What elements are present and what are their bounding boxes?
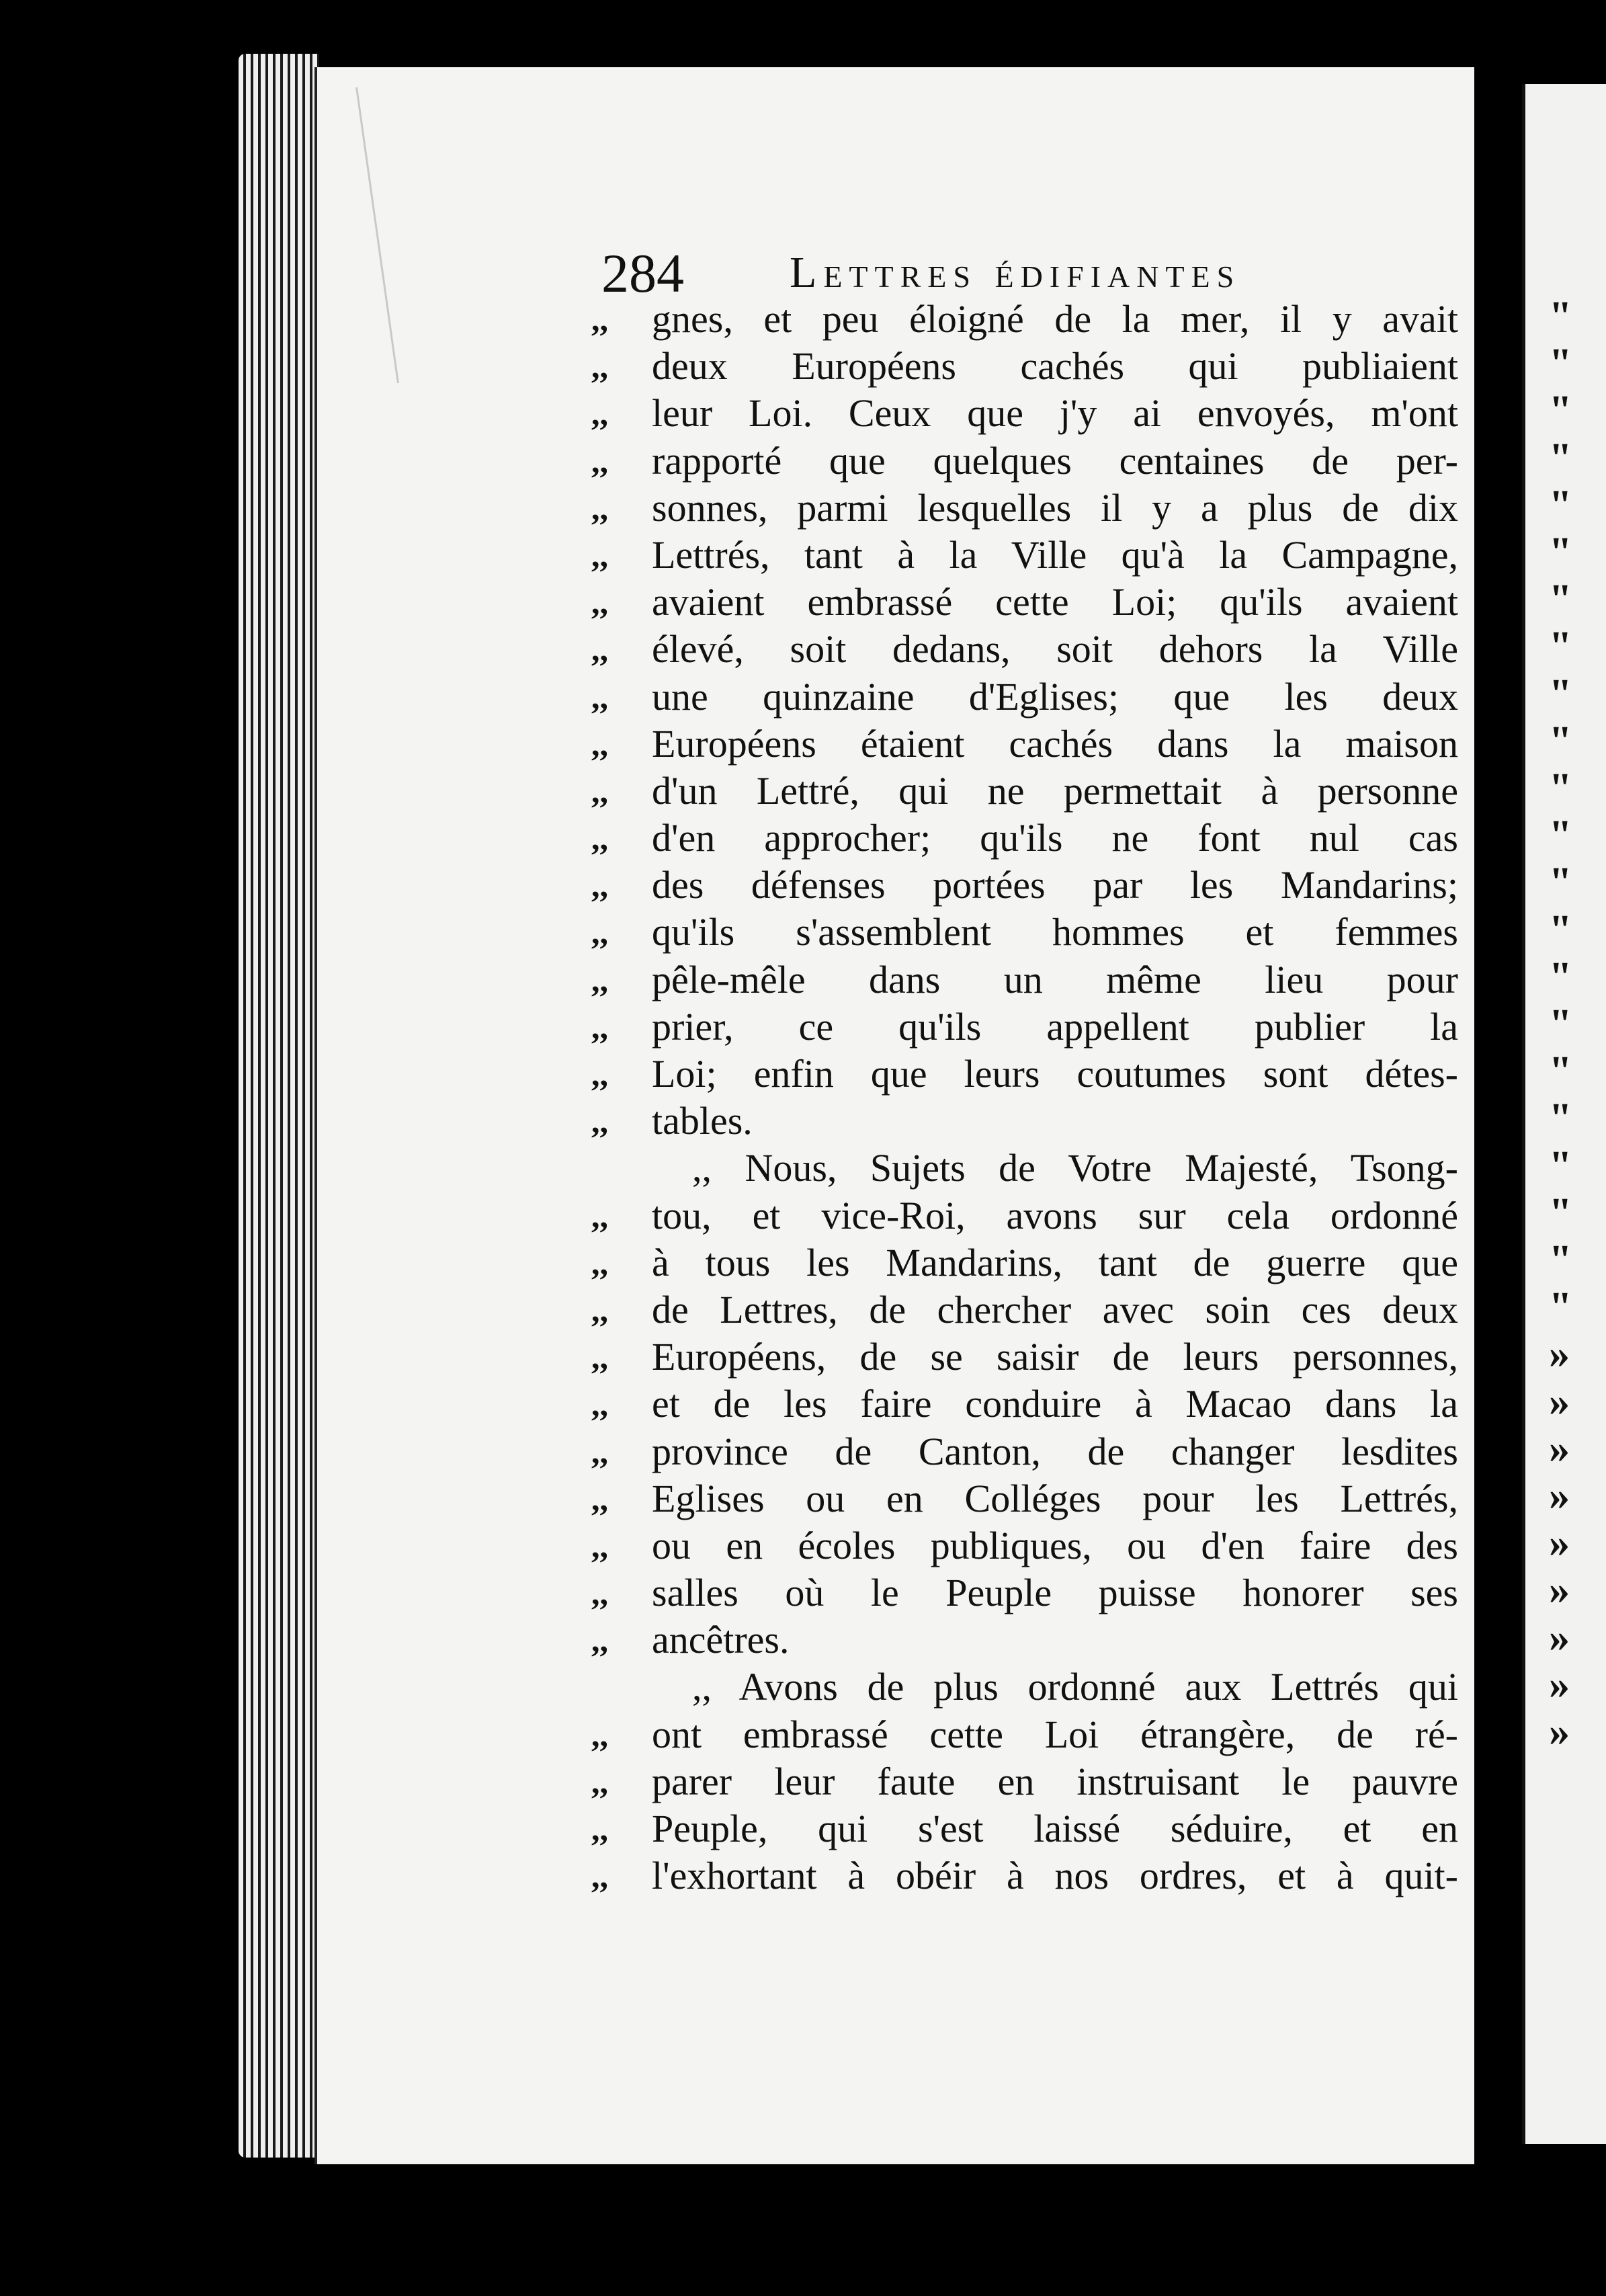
text-line (591, 579, 1458, 626)
line-text: Peuple, qui s'est laissé séduire, et en (652, 1807, 1458, 1850)
quote-mark: ,, (591, 725, 608, 763)
line-text: salles où le Peuple puisse honorer ses (652, 1571, 1458, 1615)
line-text: deux Européens cachés qui publiaient (652, 344, 1458, 388)
line-text: tou, et vice-Roi, avons sur cela ordonné (652, 1193, 1458, 1237)
text-line (591, 1145, 1458, 1192)
quote-mark: ,, (591, 1338, 608, 1377)
line-text: pêle-mêle dans un même lieu pour (652, 957, 1458, 1001)
quote-mark: ,, (591, 1810, 608, 1848)
line-text: ancêtres. (652, 1618, 790, 1662)
text-line (591, 1192, 1458, 1239)
facing-quote-mark: » (1549, 1662, 1570, 1708)
text-line (591, 956, 1458, 1003)
text-line (591, 343, 1458, 390)
facing-quote-mark: " (1549, 294, 1572, 339)
facing-quote-mark: » (1549, 1473, 1570, 1519)
facing-quote-mark: " (1549, 435, 1572, 481)
line-text: l'exhortant à obéir à nos ordres, et à quit- (652, 1854, 1458, 1898)
text-line (591, 1805, 1458, 1852)
text-line (591, 1852, 1458, 1899)
facing-quote-mark: " (1549, 1237, 1572, 1283)
book-page-edges (239, 54, 319, 2158)
text-line (591, 1522, 1458, 1569)
facing-quote-mark: " (1549, 1190, 1572, 1236)
line-text: une quinzaine d'Eglises; que les deux (652, 674, 1458, 719)
line-text: ont embrassé cette Loi étrangère, de ré- (652, 1712, 1458, 1756)
quote-mark: ,, (591, 960, 608, 999)
quote-mark: ,, (591, 678, 608, 716)
text-line (591, 438, 1458, 485)
quote-mark: ,, (591, 1008, 608, 1046)
line-text: Européens, de se saisir de leurs personnes, (652, 1335, 1458, 1379)
quote-mark: ,, (591, 1526, 608, 1565)
quote-mark: ,, (591, 1574, 608, 1612)
facing-quote-mark: " (1549, 1096, 1572, 1142)
line-text: prier, ce qu'ils appellent publier la (652, 1004, 1458, 1049)
text-line (591, 485, 1458, 532)
text-line (591, 390, 1458, 437)
quote-mark: ,, (591, 1290, 608, 1329)
line-text: des défenses portées par les Mandarins; (652, 863, 1458, 907)
quote-mark: ,, (591, 1196, 608, 1235)
facing-quote-mark: » (1549, 1567, 1570, 1614)
facing-quote-mark: " (1549, 530, 1572, 575)
facing-quote-mark: " (1549, 813, 1572, 859)
text-line (591, 768, 1458, 815)
text-line (591, 815, 1458, 862)
quote-mark: ,, (591, 536, 608, 574)
text-line (591, 1098, 1458, 1145)
quote-mark: ,, (591, 1762, 608, 1801)
line-text: parer leur faute en instruisant le pauvre (652, 1759, 1458, 1803)
facing-quote-mark: » (1549, 1331, 1570, 1378)
facing-quote-mark: " (1549, 388, 1572, 434)
facing-quote-mark: » (1549, 1614, 1570, 1661)
line-text: Eglises ou en Colléges pour les Lettrés, (652, 1476, 1458, 1520)
line-text: qu'ils s'assemblent hommes et femmes (652, 910, 1458, 954)
text-line (591, 532, 1458, 579)
text-line (591, 1051, 1458, 1098)
quote-mark: ,, (591, 1432, 608, 1471)
body-text (591, 296, 1458, 1899)
facing-quote-mark: " (1549, 671, 1572, 717)
facing-quote-mark: " (1549, 1049, 1572, 1095)
line-text: gnes, et peu éloigné de la mer, il y avait (652, 297, 1458, 341)
quote-mark: ,, (591, 395, 608, 433)
facing-quote-mark: " (1549, 341, 1572, 387)
line-text: à tous les Mandarins, tant de guerre que (652, 1240, 1458, 1284)
text-line (591, 1334, 1458, 1381)
text-line (591, 1286, 1458, 1334)
line-text: d'en approcher; qu'ils ne font nul cas (652, 816, 1458, 860)
line-text: ,, Avons de plus ordonné aux Lettrés qui (692, 1665, 1458, 1709)
text-line (591, 1758, 1458, 1805)
quote-mark: ,, (591, 489, 608, 527)
quote-mark: ,, (591, 1621, 608, 1659)
facing-quote-mark: " (1549, 954, 1572, 1000)
quote-mark: ,, (591, 913, 608, 952)
text-line (591, 1664, 1458, 1711)
facing-quote-mark: " (1549, 1143, 1572, 1189)
quote-mark: ,, (591, 583, 608, 622)
quote-mark: ,, (591, 630, 608, 669)
facing-quote-mark: " (1549, 860, 1572, 906)
text-line (591, 673, 1458, 721)
text-line (591, 1616, 1458, 1664)
facing-quote-mark: " (1549, 624, 1572, 670)
facing-quote-mark: » (1549, 1426, 1570, 1472)
facing-quote-mark: " (1549, 1001, 1572, 1047)
text-line (591, 1239, 1458, 1286)
line-text: Européens étaient cachés dans la maison (652, 721, 1458, 766)
quote-mark: ,, (591, 772, 608, 810)
quote-mark: ,, (591, 1055, 608, 1093)
quote-mark: ,, (591, 1715, 608, 1754)
quote-mark: ,, (591, 300, 608, 338)
text-line (591, 1475, 1458, 1522)
quote-mark: ,, (591, 1385, 608, 1424)
facing-quote-mark: » (1549, 1709, 1570, 1755)
quote-mark: ,, (591, 1102, 608, 1141)
line-text: élevé, soit dedans, soit dehors la Ville (652, 627, 1458, 671)
text-line (591, 862, 1458, 909)
quote-mark: ,, (591, 819, 608, 858)
facing-quote-mark: " (1549, 577, 1572, 623)
facing-quote-mark: " (1549, 907, 1572, 953)
line-text: ,, Nous, Sujets de Votre Majesté, Tsong- (692, 1146, 1458, 1190)
facing-quote-mark: " (1549, 718, 1572, 764)
line-text: Loi; enfin que leurs coutumes sont détes- (652, 1052, 1458, 1096)
quote-mark: ,, (591, 1479, 608, 1518)
quote-mark: ,, (591, 1857, 608, 1895)
facing-quote-mark: " (1549, 766, 1572, 811)
text-line (591, 1711, 1458, 1758)
text-line (591, 1569, 1458, 1616)
facing-quote-mark: » (1549, 1520, 1570, 1567)
line-text: leur Loi. Ceux que j'y ai envoyés, m'ont (652, 391, 1458, 436)
text-line (591, 1381, 1458, 1428)
quote-mark: ,, (591, 347, 608, 386)
text-line (591, 721, 1458, 768)
running-title: Lettres édifiantes (790, 248, 1241, 297)
text-line (591, 296, 1458, 343)
text-line (591, 626, 1458, 673)
line-text: ou en écoles publiques, ou d'en faire des (652, 1523, 1458, 1567)
text-line (591, 909, 1458, 956)
line-text: province de Canton, de changer lesdites (652, 1429, 1458, 1473)
line-text: sonnes, parmi lesquelles il y a plus de dix (652, 485, 1458, 530)
quote-mark: ,, (591, 442, 608, 480)
line-text: tables. (652, 1099, 753, 1143)
text-line (591, 1428, 1458, 1475)
line-text: avaient embrassé cette Loi; qu'ils avaient (652, 580, 1458, 624)
line-text: et de les faire conduire à Macao dans la (652, 1382, 1458, 1426)
facing-quote-mark: » (1549, 1379, 1570, 1425)
facing-quote-mark: " (1549, 1284, 1572, 1331)
quote-mark: ,, (591, 866, 608, 905)
quote-mark: ,, (591, 1243, 608, 1282)
text-line (591, 1003, 1458, 1051)
line-text: de Lettres, de chercher avec soin ces deux (652, 1287, 1458, 1331)
line-text: Lettrés, tant à la Ville qu'à la Campagne, (652, 532, 1458, 577)
line-text: rapporté que quelques centaines de per- (652, 438, 1458, 483)
page-number: 284 (601, 243, 684, 304)
line-text: d'un Lettré, qui ne permettait à personne (652, 768, 1458, 813)
facing-quote-mark: " (1549, 482, 1572, 528)
